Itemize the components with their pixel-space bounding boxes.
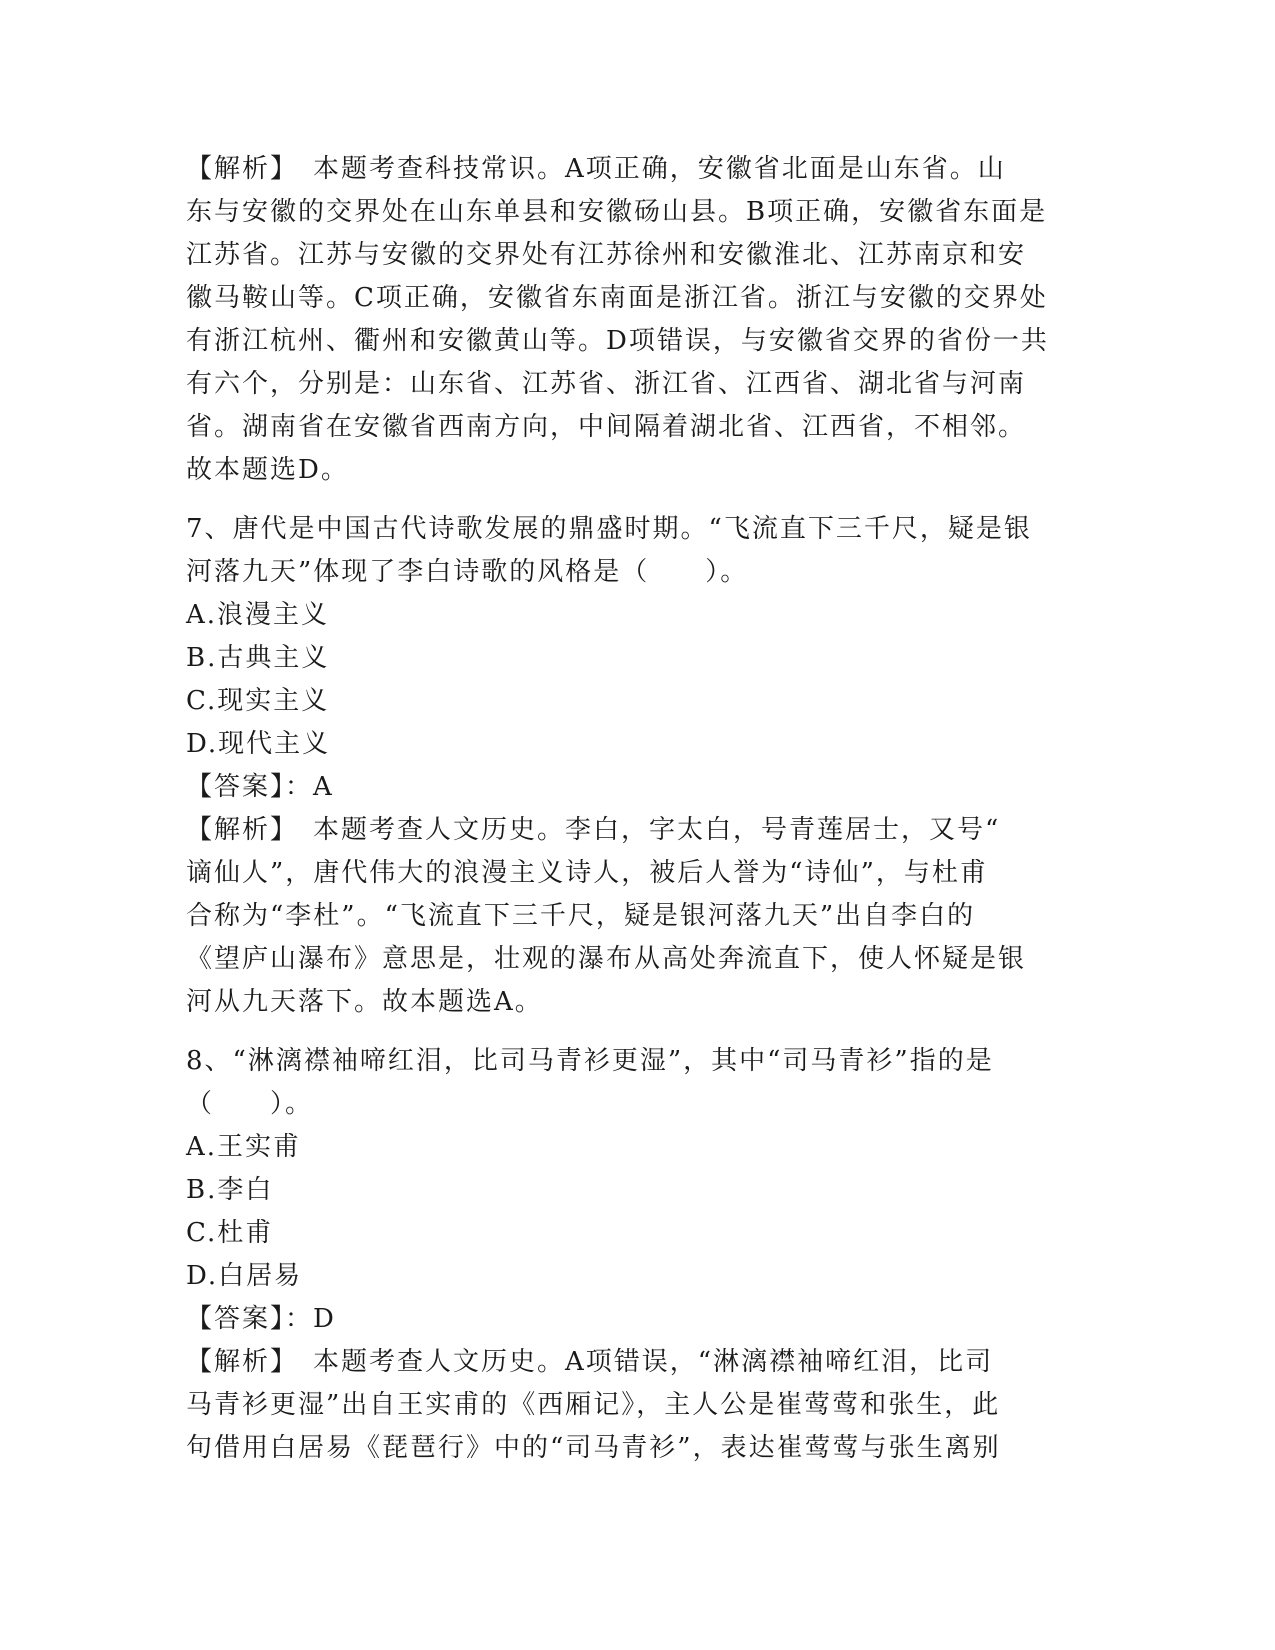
option-d: D.白居易 bbox=[186, 1261, 303, 1291]
option-c: C.现实主义 bbox=[186, 686, 330, 716]
analysis-line: 东与安徽的交界处在山东单县和安徽砀山县。B项正确，安徽省东面是 bbox=[186, 197, 1048, 227]
analysis-line: 徽马鞍山等。C项正确，安徽省东南面是浙江省。浙江与安徽的交界处 bbox=[186, 283, 1048, 313]
option-a: A.王实甫 bbox=[186, 1132, 302, 1162]
analysis-line: 江苏省。江苏与安徽的交界处有江苏徐州和安徽淮北、江苏南京和安 bbox=[186, 240, 1027, 270]
analysis-line: 有浙江杭州、衢州和安徽黄山等。D项错误，与安徽省交界的省份一共 bbox=[186, 326, 1049, 356]
option-b: B.古典主义 bbox=[186, 643, 330, 673]
option-a: A.浪漫主义 bbox=[186, 600, 330, 630]
analysis-line: 马青衫更湿”出自王实甫的《西厢记》，主人公是崔莺莺和张生，此 bbox=[186, 1390, 1001, 1420]
analysis-line: 【解析】 本题考查人文历史。A项错误，“淋漓襟袖啼红泪，比司 bbox=[186, 1347, 994, 1377]
question-stem: 8、“淋漓襟袖啼红泪，比司马青衫更湿”，其中“司马青衫”指的是 bbox=[186, 1046, 994, 1076]
analysis-line: 合称为“李杜”。“飞流直下三千尺，疑是银河落九天”出自李白的 bbox=[186, 901, 976, 931]
answer-line: 【答案】：D bbox=[186, 1304, 336, 1334]
analysis-line: 省。湖南省在安徽省西南方向，中间隔着湖北省、江西省，不相邻。 bbox=[186, 412, 1027, 442]
option-b: B.李白 bbox=[186, 1175, 274, 1205]
analysis-line: 有六个，分别是：山东省、江苏省、浙江省、江西省、湖北省与河南 bbox=[186, 369, 1027, 399]
option-d: D.现代主义 bbox=[186, 729, 331, 759]
document-page bbox=[186, 148, 1086, 1470]
answer-line: 【答案】：A bbox=[186, 772, 334, 802]
question-stem: （ ）。 bbox=[186, 1089, 314, 1119]
analysis-line: 河从九天落下。故本题选A。 bbox=[186, 987, 543, 1017]
analysis-line: 【解析】 本题考查人文历史。李白，字太白，号青莲居士，又号“ bbox=[186, 815, 1001, 845]
question-stem: 7、唐代是中国古代诗歌发展的鼎盛时期。“飞流直下三千尺，疑是银 bbox=[186, 514, 1032, 544]
option-c: C.杜甫 bbox=[186, 1218, 274, 1248]
analysis-line: 《望庐山瀑布》意思是，壮观的瀑布从高处奔流直下，使人怀疑是银 bbox=[186, 944, 1027, 974]
analysis-line: 谪仙人”，唐代伟大的浪漫主义诗人，被后人誉为“诗仙”，与杜甫 bbox=[186, 858, 988, 888]
analysis-block-q6 bbox=[186, 148, 1086, 492]
analysis-line: 【解析】 本题考查科技常识。A项正确，安徽省北面是山东省。山 bbox=[186, 154, 1006, 184]
analysis-line: 故本题选D。 bbox=[186, 455, 349, 485]
analysis-line: 句借用白居易《琵琶行》中的“司马青衫”，表达崔莺莺与张生离别 bbox=[186, 1433, 1001, 1463]
question-7 bbox=[186, 508, 1086, 1024]
question-8 bbox=[186, 1040, 1086, 1470]
question-stem: 河落九天”体现了李白诗歌的风格是（ ）。 bbox=[186, 557, 749, 587]
